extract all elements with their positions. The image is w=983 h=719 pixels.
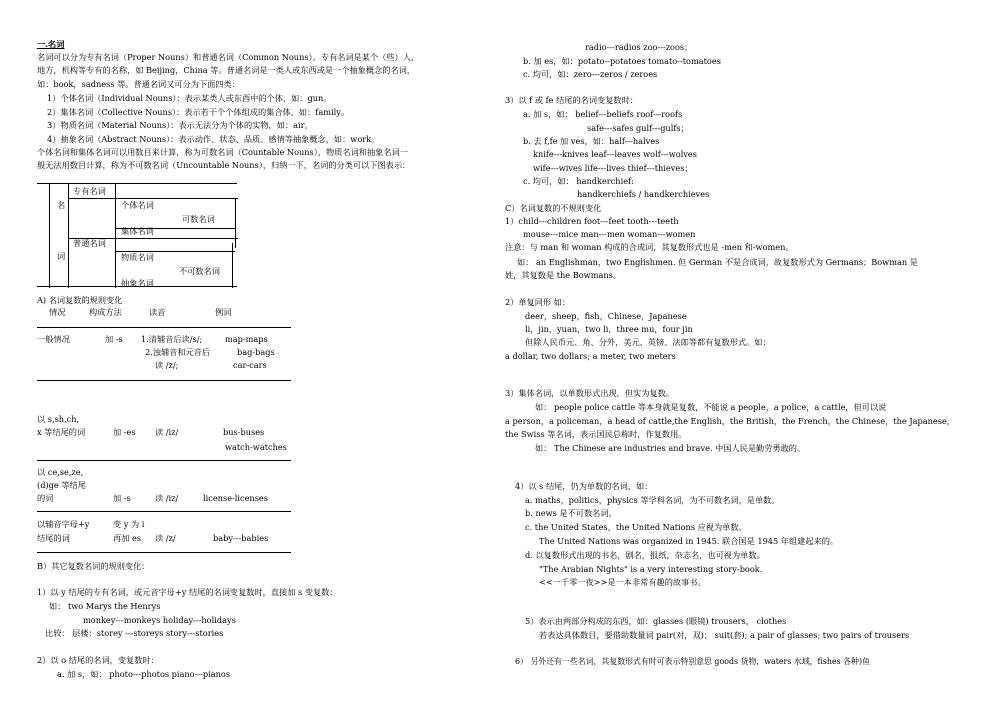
text-line: 如： The Chinese are industries and brave. 中国人民是勤劳勇敢的。 (535, 443, 806, 453)
intro-line: 2）集体名词（Collective Nouns）：表示若干个个体组成的集合体，如：family。 (47, 107, 350, 117)
intro-line: 1）个体名词（Individual Nouns）：表示某类人或东西中的个体，如：gun。 (47, 93, 332, 103)
text-line: 3）以 f 或 fe 结尾的名词变复数时： (505, 95, 638, 105)
table-cell: (d)ge 等结尾 (37, 480, 86, 490)
section-a-heading: A) 名词复数的规则变化 (37, 295, 123, 305)
table-header: 构成方法 (89, 307, 122, 317)
diagram-countable: 可数名词 (182, 214, 215, 224)
text-line: 4）以 s 结尾，仍为单数的名词，如： (515, 481, 653, 491)
intro-line: 名词可以分为专有名词（Proper Nouns）和普通名词（Common Nouns）。专有名词是某个（些）人， (37, 52, 420, 62)
table-cell: car-cars (233, 360, 267, 370)
text-line: 如： an Englishman，two Englishmen. 但 German 不是合成词，故复数形式为 Germans；Bowman 是 (517, 257, 918, 267)
b-line: monkey---monkeys holiday---holidays (83, 615, 236, 625)
table-cell: bus-buses (223, 427, 265, 437)
text-line: 1）child---children foot---feet tooth---teeth (505, 216, 679, 226)
diagram-uncountable: 不可数名词 (179, 266, 220, 276)
text-line: a dollar, two dollars; a meter, two meters (505, 351, 676, 361)
b-line: 如： two Marys the Henrys (49, 601, 161, 611)
text-line: 6） 另外还有一些名词，其复数形式有时可表示特别意思 goods 货物，waters 水域，fishes 各种)鱼 (515, 657, 870, 666)
table-header: 例词 (215, 307, 232, 317)
diagram-label-noun: 词 (57, 251, 66, 261)
table-header: 情况 (49, 307, 66, 317)
diagram-label-noun: 名 (57, 200, 66, 210)
table-cell: 以 s,sh,ch, (37, 414, 80, 424)
table-cell: 以辅音字母+y (37, 519, 90, 529)
text-line: the Swiss 等名词，表示国民总称时，作复数用。 (505, 429, 687, 439)
text-line: knife---knives leaf---leaves wolf---wolves (533, 149, 697, 159)
table-cell: 2.浊辅音和元音后 (145, 347, 211, 357)
table-cell: 再加 es (113, 533, 142, 543)
table-cell: 一般情况 (37, 334, 70, 344)
section-title: 一.名词 (37, 39, 65, 49)
table-cell: license-licenses (203, 493, 268, 503)
text-line: b. 加 es，如：potato--potatoes tomato--tomatoes (523, 56, 721, 66)
text-line: The United Nations was organized in 1945. 联合国是 1945 年组建起来的。 (539, 536, 839, 546)
table-cell: 以 ce,se,ze, (37, 467, 84, 477)
table-cell: 变 y 为 i (113, 519, 145, 529)
intro-line: 地方，机构等专有的名称，如 Beijing，China 等。普通名词是一类人或东西或是一个抽象概念的名词， (37, 65, 415, 75)
text-line: a. maths，politics，physics 等学科名词，为不可数名词，是单数。 (525, 495, 780, 505)
text-line: <<一千零一夜>>是一本非常有趣的故事书。 (539, 577, 706, 587)
text-line: deer，sheep，fish，Chinese，Japanese (525, 311, 687, 321)
diagram-individual: 个体名词 (121, 200, 154, 210)
left-column (37, 0, 477, 719)
text-line: C）名词复数的不规则变化 (505, 203, 602, 213)
table-cell: 1.清辅音后读/s/; (141, 334, 203, 344)
table-cell: 结尾的词 (37, 533, 70, 543)
diagram-collective: 集体名词 (121, 226, 154, 236)
table-header: 读音 (149, 307, 166, 317)
table-cell: 读 /iz/ (155, 427, 179, 437)
b-line: a. 加 s，如： photo---photos piano---pianos (57, 669, 231, 679)
table-cell: bag-bags (237, 347, 275, 357)
table-cell: 加 -s (113, 493, 131, 503)
diagram-material: 物质名词 (121, 252, 154, 262)
table-cell: 的词 (37, 493, 54, 503)
text-line: safe---safes gulf---gulfs； (587, 123, 689, 133)
intro-line: 般无法用数目计算，称为不可数名词（Uncountable Nouns），归纳一下，名词的分类可以下图表示： (37, 160, 411, 170)
table-cell: map-maps (225, 334, 268, 344)
diagram-common: 普通名词 (73, 238, 106, 248)
text-line: c. 均可，如： handkerchief: (523, 176, 634, 186)
intro-line: 3）物质名词（Material Nouns）：表示无法分为个体的实物，如：air。 (47, 120, 313, 130)
text-line: b. 去 f,fe 加 ves，如：half---halves (523, 136, 660, 146)
diagram-proper: 专有名词 (73, 186, 106, 196)
diagram-abstract: 抽象名词 (121, 278, 154, 288)
noun-classification-diagram (37, 178, 237, 288)
b-line: 比较： 层楼：storey ---storeys story---stories (45, 628, 224, 638)
section-b-heading: B）其它复数名词的规则变化： (37, 561, 150, 571)
text-line: 5）表示由两部分构成的东西，如：glasses (眼镜) trousers， clothes (525, 616, 787, 626)
text-line: a person，a policeman，a head of cattle,the English，the British，the French，the Chinese，the Japanese， (505, 416, 955, 426)
intro-line: 个体名词和集体名词可以用数目来计算，称为可数名词（Countable Nouns），物质名词和抽象名词一 (37, 147, 408, 157)
text-line: 姓，其复数是 the Bowmans。 (505, 270, 622, 280)
table-cell: 读 /iz/ (155, 493, 179, 503)
table-cell: 加 -s (105, 334, 123, 344)
text-line: radio---radios zoo---zoos； (585, 42, 693, 52)
table-cell: 加 -es (113, 427, 136, 437)
intro-line: 4）抽象名词（Abstract Nouns）：表示动作、状态、品质、感情等抽象概念，如：work。 (47, 134, 380, 144)
intro-line: 如：book，sadness 等。普通名词又可分为下面四类： (37, 79, 240, 89)
right-column (505, 0, 965, 719)
text-line: d. 以复数形式出现的书名，剧名，报纸，杂志名，也可视为单数。 (525, 550, 765, 560)
b-line: 2）以 o 结尾的名词，变复数时： (37, 655, 159, 665)
text-line: 若表达具体数目，要借助数量词 pair(对，双)； suit(套); a pair of glasses; two pairs of trousers (539, 630, 910, 640)
text-line: li，jin，yuan，two li，three mu，four jin (525, 324, 693, 334)
b-line: 1）以 y 结尾的专有名词，或元音字母+y 结尾的名词变复数时，直接加 s 变复数： (37, 587, 338, 597)
table-cell: watch-watches (225, 442, 287, 452)
text-line: "The Arabian Nights" is a very interesting story-book. (539, 564, 763, 574)
text-line: 如： people police cattle 等本身就是复数，不能说 a people，a police，a cattle，但可以说 (535, 402, 887, 412)
text-line: c. 均可，如：zero---zeros / zeroes (523, 69, 658, 79)
text-line: wife---wives life---lives thief---thieves； (533, 163, 693, 173)
text-line: c. the United States，the United Nations 应视为单数。 (525, 522, 747, 532)
text-line: mouse---mice man---men woman---women (523, 229, 696, 239)
table-cell: baby---babies (213, 533, 269, 543)
text-line: a. 加 s，如： belief---beliefs roof---roofs (523, 109, 683, 119)
text-line: 3）集体名词，以单数形式出现，但实为复数。 (505, 388, 674, 398)
table-cell: 读 /z/; (155, 360, 179, 370)
table-cell: 读 /z/ (155, 533, 176, 543)
table-cell: x 等结尾的词 (37, 427, 86, 437)
text-line: handkerchiefs / handkerchieves (577, 189, 710, 199)
text-line: 但除人民币元、角、分外，美元、英镑、法郎等都有复数形式。如： (525, 337, 771, 347)
text-line: 2）单复同形 如： (505, 297, 571, 307)
text-line: 注意：与 man 和 woman 构成的合成词，其复数形式也是 -men 和-women。 (505, 242, 794, 252)
text-line: b. news 是不可数名词。 (525, 508, 617, 518)
